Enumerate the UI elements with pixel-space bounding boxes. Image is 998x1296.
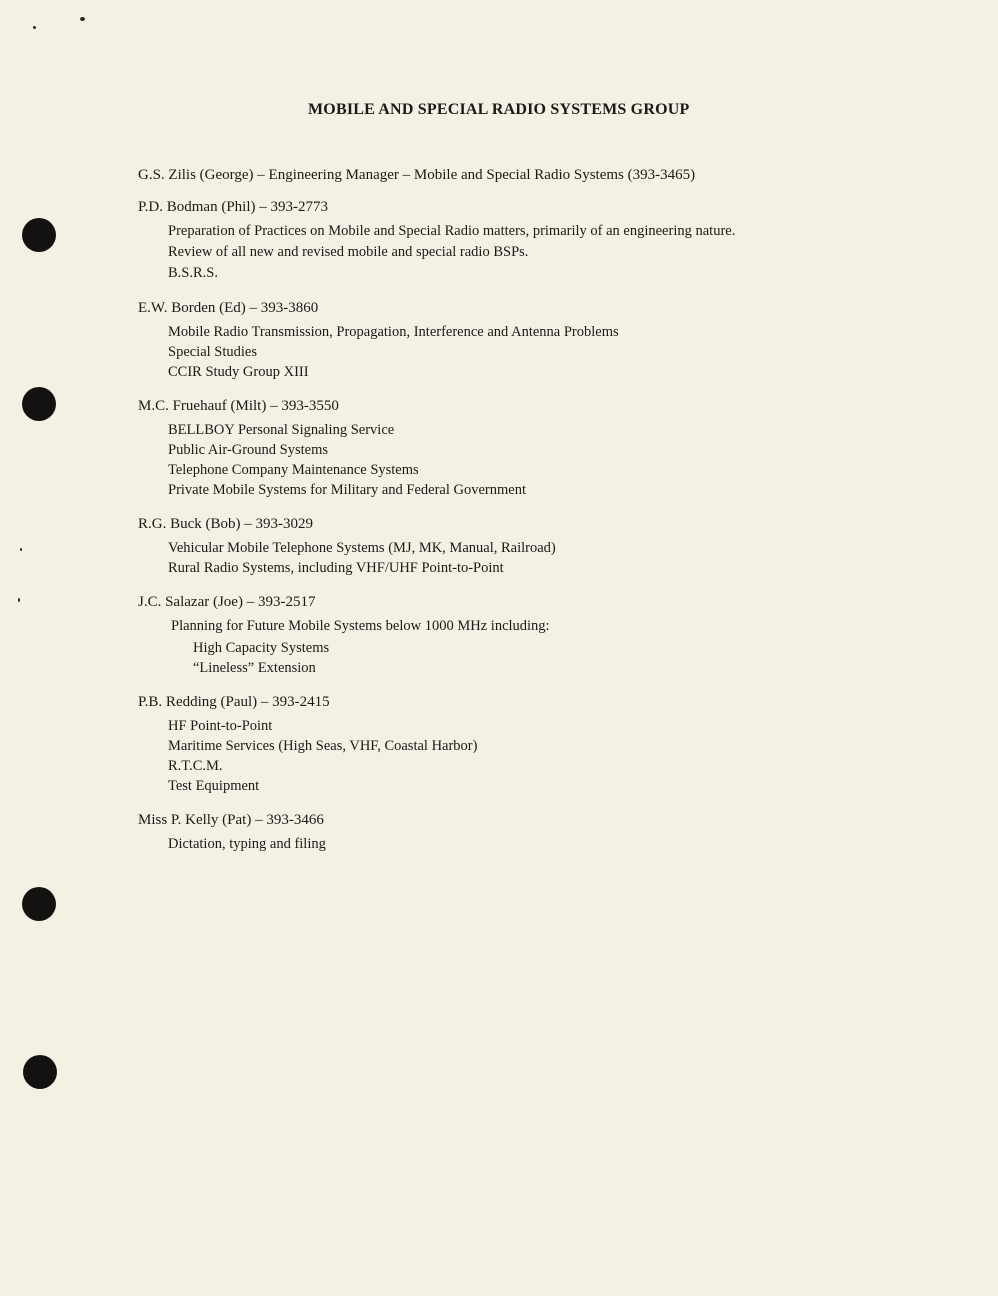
duty-item: R.T.C.M. bbox=[168, 758, 223, 774]
staff-entry bbox=[138, 165, 918, 185]
duty-item: Preparation of Practices on Mobile and Special Radio matters, primarily of an engineering nature. bbox=[168, 223, 736, 239]
page-title: MOBILE AND SPECIAL RADIO SYSTEMS GROUP bbox=[308, 101, 690, 118]
duty-item: HF Point-to-Point bbox=[168, 718, 273, 734]
binder-hole bbox=[23, 1055, 57, 1089]
binder-hole bbox=[22, 887, 56, 921]
subduty-item: High Capacity Systems bbox=[193, 640, 330, 656]
duty-list bbox=[168, 538, 918, 578]
paper-speck bbox=[20, 548, 22, 551]
staff-header: P.B. Redding (Paul) – 393-2415 bbox=[138, 694, 330, 710]
staff-header: M.C. Fruehauf (Milt) – 393-3550 bbox=[138, 398, 339, 414]
staff-entry bbox=[138, 592, 918, 678]
duty-item: Telephone Company Maintenance Systems bbox=[168, 462, 419, 478]
staff-entry bbox=[138, 514, 918, 578]
duty-item: B.S.R.S. bbox=[168, 265, 218, 281]
duty-item: Private Mobile Systems for Military and Federal Government bbox=[168, 482, 526, 498]
staff-directory bbox=[138, 165, 918, 868]
duty-list bbox=[168, 716, 918, 796]
duty-item: Mobile Radio Transmission, Propagation, Interference and Antenna Problems bbox=[168, 324, 619, 340]
paper-speck bbox=[33, 26, 36, 29]
duty-item: Maritime Services (High Seas, VHF, Coastal Harbor) bbox=[168, 738, 478, 754]
binder-hole bbox=[22, 218, 56, 252]
staff-header: G.S. Zilis (George) – Engineering Manager – Mobile and Special Radio Systems (393-3465) bbox=[138, 167, 696, 183]
duty-list bbox=[168, 221, 918, 284]
staff-header: P.D. Bodman (Phil) – 393-2773 bbox=[138, 199, 329, 215]
duty-item: Vehicular Mobile Telephone Systems (MJ, MK, Manual, Railroad) bbox=[168, 540, 556, 556]
duty-item: Special Studies bbox=[168, 344, 258, 360]
paper-speck bbox=[80, 17, 85, 21]
duty-item: Planning for Future Mobile Systems below 1000 MHz including: bbox=[171, 618, 550, 634]
staff-entry bbox=[138, 396, 918, 500]
staff-entry bbox=[138, 197, 918, 284]
staff-entry bbox=[138, 298, 918, 382]
duty-item: Test Equipment bbox=[168, 778, 260, 794]
duty-item: Rural Radio Systems, including VHF/UHF Point-to-Point bbox=[168, 560, 504, 576]
paper-speck bbox=[18, 598, 20, 602]
binder-hole bbox=[22, 387, 56, 421]
duty-list bbox=[168, 322, 918, 382]
staff-entry bbox=[138, 810, 918, 854]
staff-header: Miss P. Kelly (Pat) – 393-3466 bbox=[138, 812, 324, 828]
subduty-item: “Lineless” Extension bbox=[193, 660, 316, 676]
duty-list bbox=[168, 420, 918, 500]
duty-item: Public Air-Ground Systems bbox=[168, 442, 329, 458]
staff-entry bbox=[138, 692, 918, 796]
staff-header: E.W. Borden (Ed) – 393-3860 bbox=[138, 300, 319, 316]
duty-list bbox=[171, 616, 918, 678]
duty-item: Review of all new and revised mobile and special radio BSPs. bbox=[168, 244, 529, 260]
duty-item: CCIR Study Group XIII bbox=[168, 364, 309, 380]
duty-sublist-container bbox=[171, 638, 918, 678]
staff-header: R.G. Buck (Bob) – 393-3029 bbox=[138, 516, 313, 532]
staff-header: J.C. Salazar (Joe) – 393-2517 bbox=[138, 594, 316, 610]
duty-item: BELLBOY Personal Signaling Service bbox=[168, 422, 395, 438]
duty-list bbox=[168, 834, 918, 854]
subduty-list bbox=[193, 638, 918, 678]
duty-item: Dictation, typing and filing bbox=[168, 836, 326, 852]
